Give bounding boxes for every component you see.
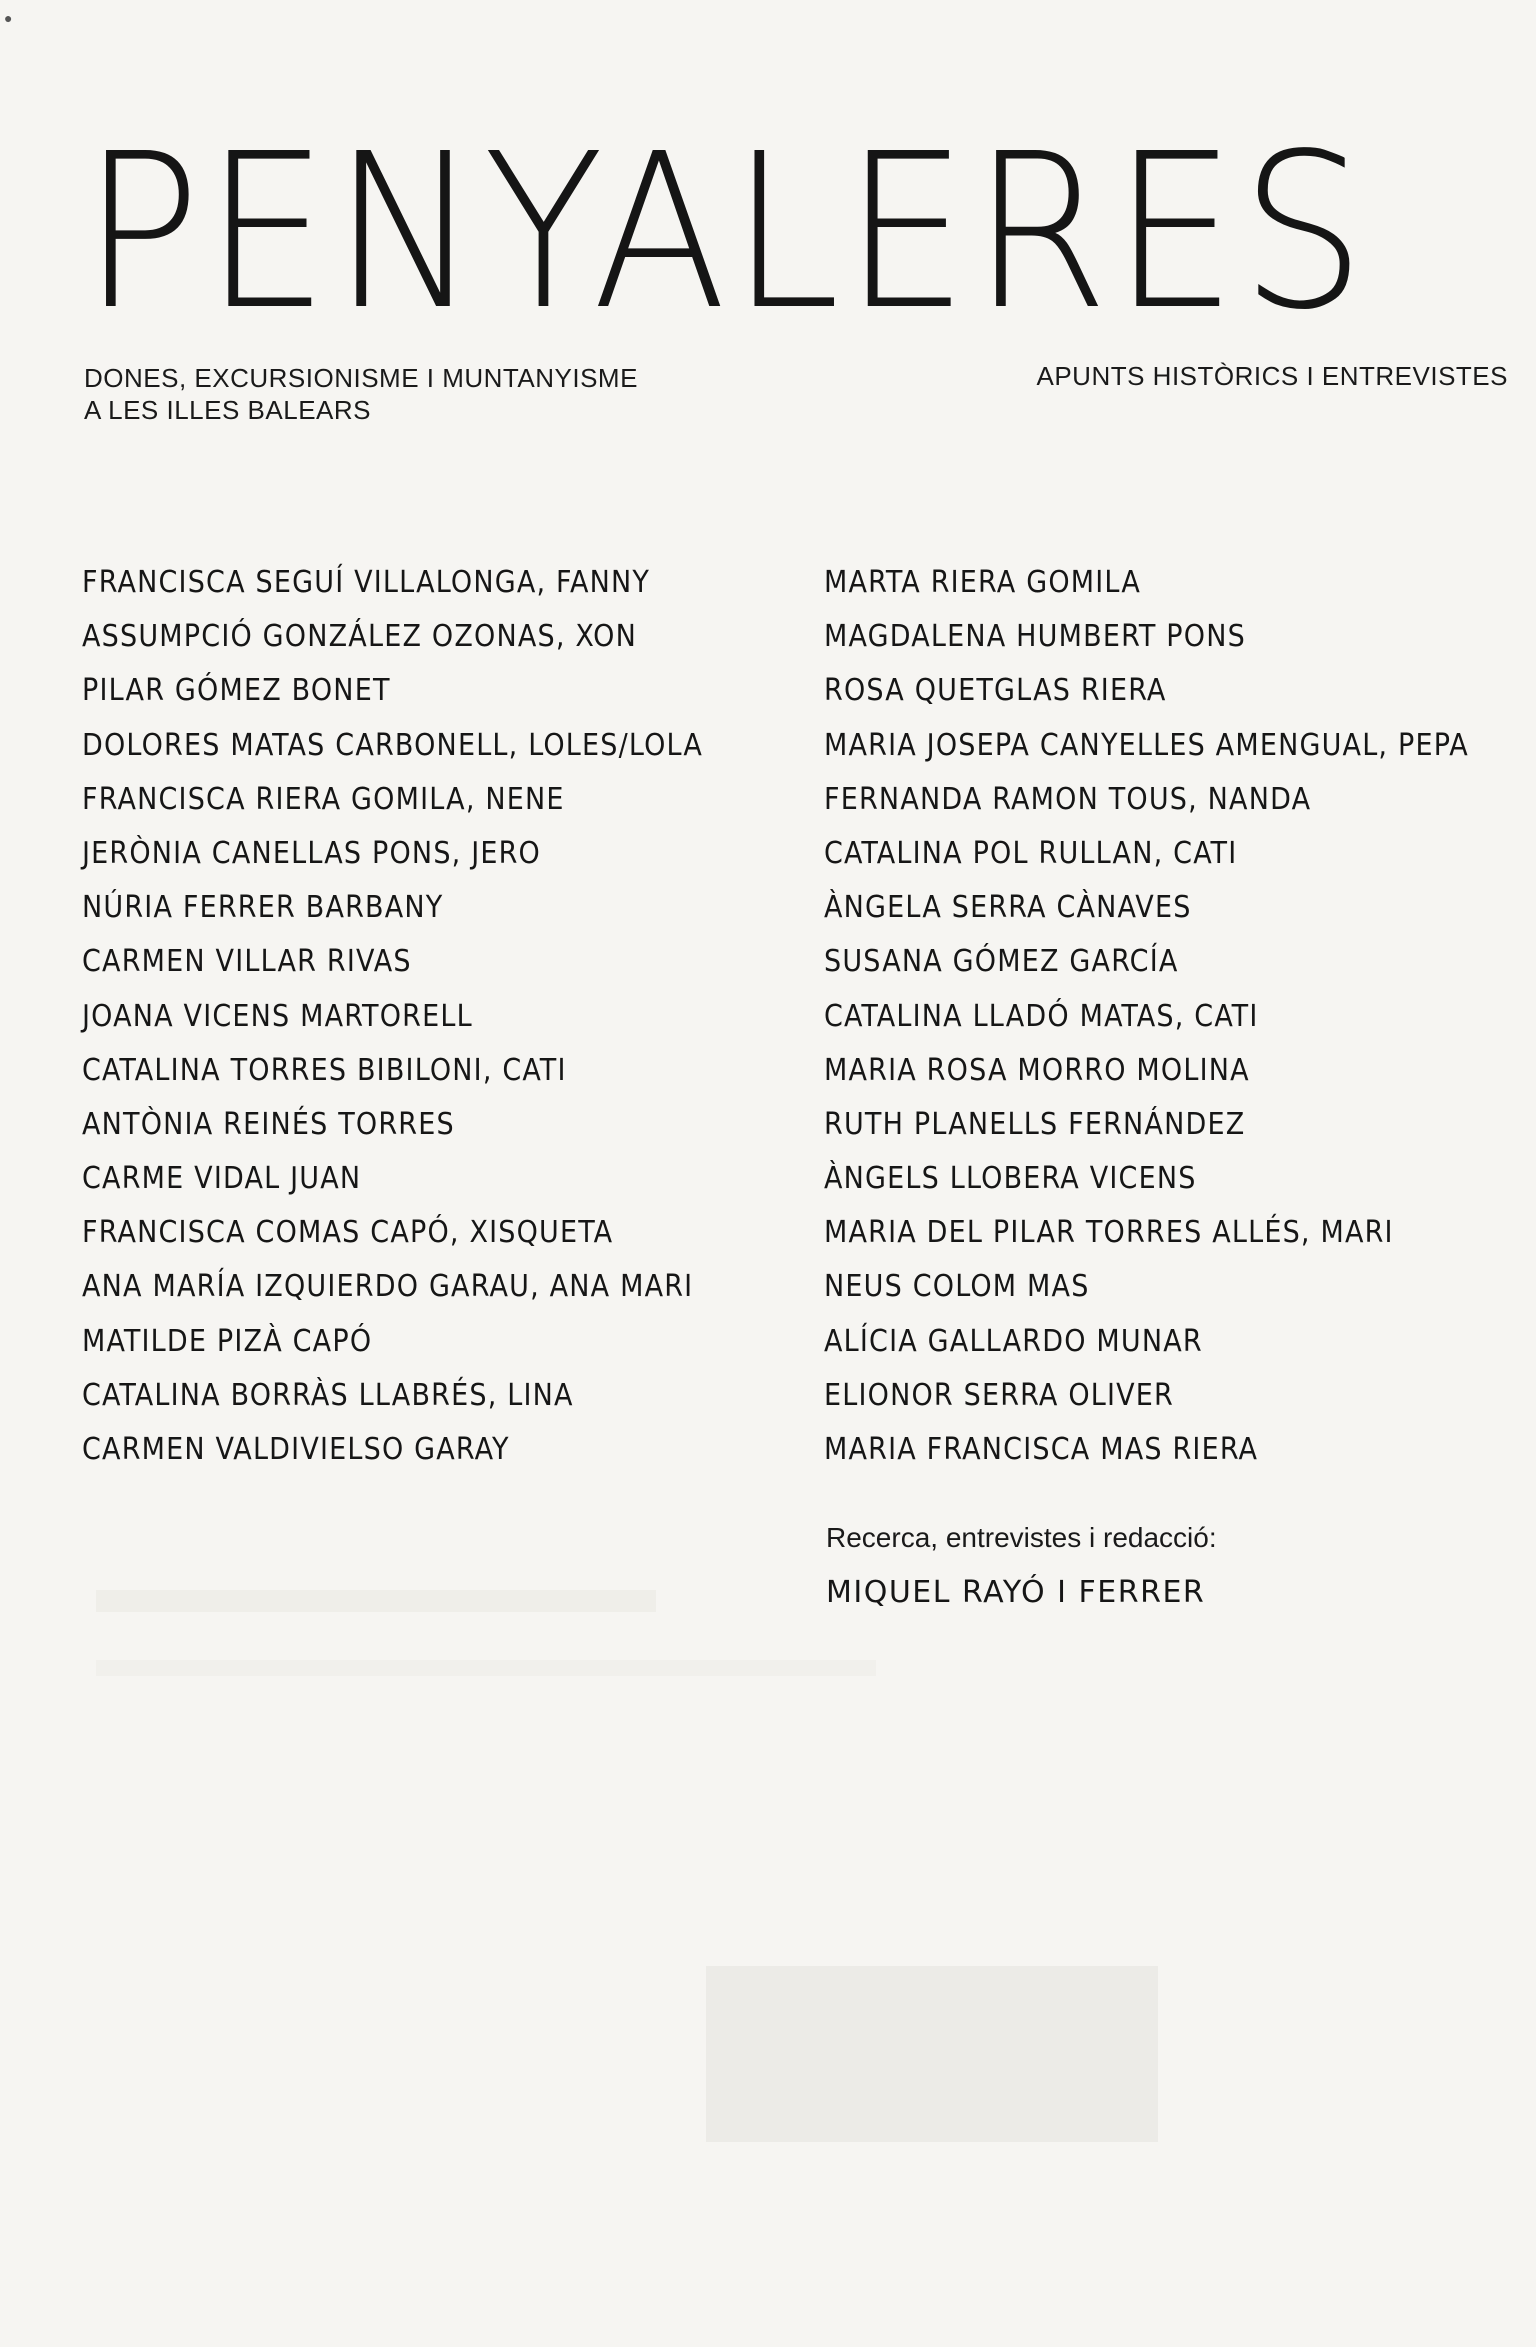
list-item: PILAR GÓMEZ BONET (82, 673, 391, 709)
list-item: FERNANDA RAMON TOUS, NANDA (824, 781, 1312, 817)
list-item: CATALINA POL RULLAN, CATI (824, 835, 1238, 871)
list-item: ÀNGELS LLOBERA VICENS (824, 1161, 1197, 1197)
list-item: MARIA ROSA MORRO MOLINA (824, 1052, 1250, 1088)
list-item: MARIA FRANCISCA MAS RIERA (824, 1432, 1259, 1467)
list-item: ASSUMPCIÓ GONZÁLEZ OZONAS, XON (82, 619, 637, 655)
list-item: CARMEN VALDIVIELSO GARAY (82, 1432, 510, 1467)
subtitle-right: APUNTS HISTÒRICS I ENTREVISTES (1036, 361, 1508, 391)
list-item: MARIA JOSEPA CANYELLES AMENGUAL, PEPA (824, 727, 1469, 763)
list-item: FRANCISCA COMAS CAPÓ, XISQUETA (82, 1215, 614, 1251)
list-item: ALÍCIA GALLARDO MUNAR (824, 1323, 1203, 1359)
list-item: FRANCISCA SEGUÍ VILLALONGA, FANNY (82, 565, 651, 600)
list-item: MATILDE PIZÀ CAPÓ (82, 1323, 373, 1359)
list-item: MARIA DEL PILAR TORRES ALLÉS, MARI (824, 1215, 1394, 1251)
list-item: MARTA RIERA GOMILA (824, 565, 1141, 600)
page-title: PENYALERES (82, 108, 1370, 357)
list-item: RUTH PLANELLS FERNÁNDEZ (824, 1106, 1246, 1142)
subtitle-left (84, 362, 724, 426)
list-item: ANTÒNIA REINÉS TORRES (82, 1106, 455, 1142)
list-item: FRANCISCA RIERA GOMILA, NENE (82, 781, 565, 817)
list-item: NEUS COLOM MAS (824, 1269, 1090, 1305)
list-item: MAGDALENA HUMBERT PONS (824, 619, 1246, 655)
show-through-strip (96, 1590, 656, 1612)
list-item: CATALINA TORRES BIBILONI, CATI (82, 1052, 567, 1088)
list-item: ELIONOR SERRA OLIVER (824, 1377, 1175, 1413)
show-through-block (706, 1966, 1158, 2142)
credits (826, 1520, 1466, 1612)
corner-speck: ● (4, 10, 13, 26)
list-item: ROSA QUETGLAS RIERA (824, 673, 1167, 709)
list-item: SUSANA GÓMEZ GARCÍA (824, 944, 1179, 980)
list-item: CATALINA BORRÀS LLABRÉS, LINA (82, 1377, 574, 1413)
list-item: CATALINA LLADÓ MATAS, CATI (824, 998, 1259, 1034)
show-through-strip (96, 1660, 876, 1676)
list-item: ANA MARÍA IZQUIERDO GARAU, ANA MARI (82, 1269, 694, 1305)
subtitle-left-line-2: A LES ILLES BALEARS (84, 395, 371, 425)
list-item: DOLORES MATAS CARBONELL, LOLES/LOLA (82, 727, 704, 763)
author-name: MIQUEL RAYÓ I FERRER (826, 1575, 1206, 1610)
names-list-right (824, 556, 1524, 1477)
credits-label: Recerca, entrevistes i redacció: (826, 1522, 1217, 1553)
list-item: JERÒNIA CANELLAS PONS, JERO (82, 835, 541, 871)
list-item: CARME VIDAL JUAN (82, 1161, 362, 1197)
list-item: CARMEN VILLAR RIVAS (82, 944, 412, 980)
list-item: NÚRIA FERRER BARBANY (82, 890, 444, 926)
list-item: ÀNGELA SERRA CÀNAVES (824, 890, 1192, 926)
list-item: JOANA VICENS MARTORELL (82, 998, 473, 1034)
subtitle-left-line-1: DONES, EXCURSIONISME I MUNTANYISME (84, 363, 638, 393)
names-list-left (82, 556, 782, 1477)
